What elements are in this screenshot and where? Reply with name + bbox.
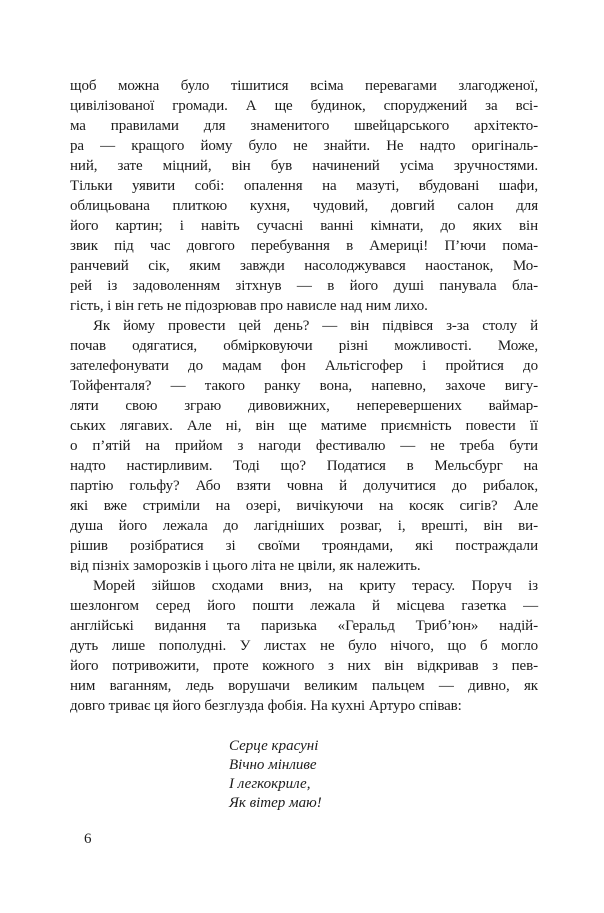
text-line: гість, і він геть не підозрював про нависле над ним лихо. <box>70 298 428 314</box>
text-line: Тільки уявити собі: опалення на мазуті, вбудовані шафи, <box>70 178 538 194</box>
text-line: о п’ятій на прийом з нагоди фестивалю — не треба бути <box>70 438 538 454</box>
text-line: зателефонувати до мадам фон Альтісгофер і пройтися до <box>70 358 538 374</box>
page-number: 6 <box>84 831 92 847</box>
verse-line: І легкокриле, <box>229 776 311 792</box>
text-line: облицьована плиткою кухня, чудовий, довгий салон для <box>70 198 538 214</box>
text-line: ра — кращого йому було не знайти. Не надто оригіналь- <box>70 138 538 154</box>
text-line: надто настирливим. Тоді що? Податися в Мельсбург на <box>70 458 538 474</box>
text-line: рішив розібратися зі своїми трояндами, які постраждали <box>70 538 538 554</box>
text-line: Тойфенталя? — такого ранку вона, напевно, захоче вигу- <box>70 378 538 394</box>
text-line: його картин; і навіть сучасні ванні кімнати, до яких він <box>70 218 538 234</box>
text-line: його потривожити, проте кожного з них він відкривав з пев- <box>70 658 538 674</box>
text-line: ляти свою зграю дивовижних, неперевершених ваймар- <box>70 398 538 414</box>
text-line: ських лягавих. Але ні, він ще матиме приємність повести її <box>70 418 538 434</box>
text-line: від пізніх заморозків і цього літа не цвіли, як належить. <box>70 558 421 574</box>
text-line: душа його лежала до лагідніших розваг, і, врешті, він ви- <box>70 518 538 534</box>
text-line: щоб можна було тішитися всіма перевагами злагодженої, <box>70 78 538 94</box>
verse-line: Вічно мінливе <box>229 757 317 773</box>
body-text <box>70 76 538 716</box>
text-line: рей із задоволенням зітхнув — в його душі панувала бла- <box>70 278 538 294</box>
text-line: ний, зате міцний, він був начинений усіма зручностями. <box>70 158 538 174</box>
text-line: почав одягатися, обмірковуючи різні можливості. Може, <box>70 338 538 354</box>
verse-line: Серце красуні <box>229 738 319 754</box>
text-line: довго триває ця його безглузда фобія. На кухні Артуро співав: <box>70 698 462 714</box>
text-line: ма правилами для знаменитого швейцарського архітекто- <box>70 118 538 134</box>
text-line: дуть лише пополудні. У листах не було нічого, що б могло <box>70 638 538 654</box>
verse-line: Як вітер маю! <box>229 795 322 811</box>
text-line: цивілізованої громади. А ще будинок, споруджений за всі- <box>70 98 538 114</box>
text-line: які вже стриміли на озері, вичікуючи на косяк сигів? Але <box>70 498 538 514</box>
text-line: шезлонгом серед його пошти лежала й місцева газетка — <box>70 598 538 614</box>
verse-block <box>229 737 322 813</box>
text-line: партію гольфу? Або взяти човна й долучитися до рибалок, <box>70 478 538 494</box>
text-line: ранчевий сік, яким завжди насолоджувався наостанок, Мо- <box>70 258 538 274</box>
text-line: звик під час довгого перебування в Америці! П’ючи пома- <box>70 238 538 254</box>
text-line: Морей зійшов сходами вниз, на криту терасу. Поруч із <box>93 578 538 594</box>
text-line: англійські видання та паризька «Геральд Триб’юн» надій- <box>70 618 538 634</box>
text-line: ним ваганням, ледь ворушачи великим пальцем — дивно, як <box>70 678 538 694</box>
text-line: Як йому провести цей день? — він підвівся з-за столу й <box>93 318 538 334</box>
